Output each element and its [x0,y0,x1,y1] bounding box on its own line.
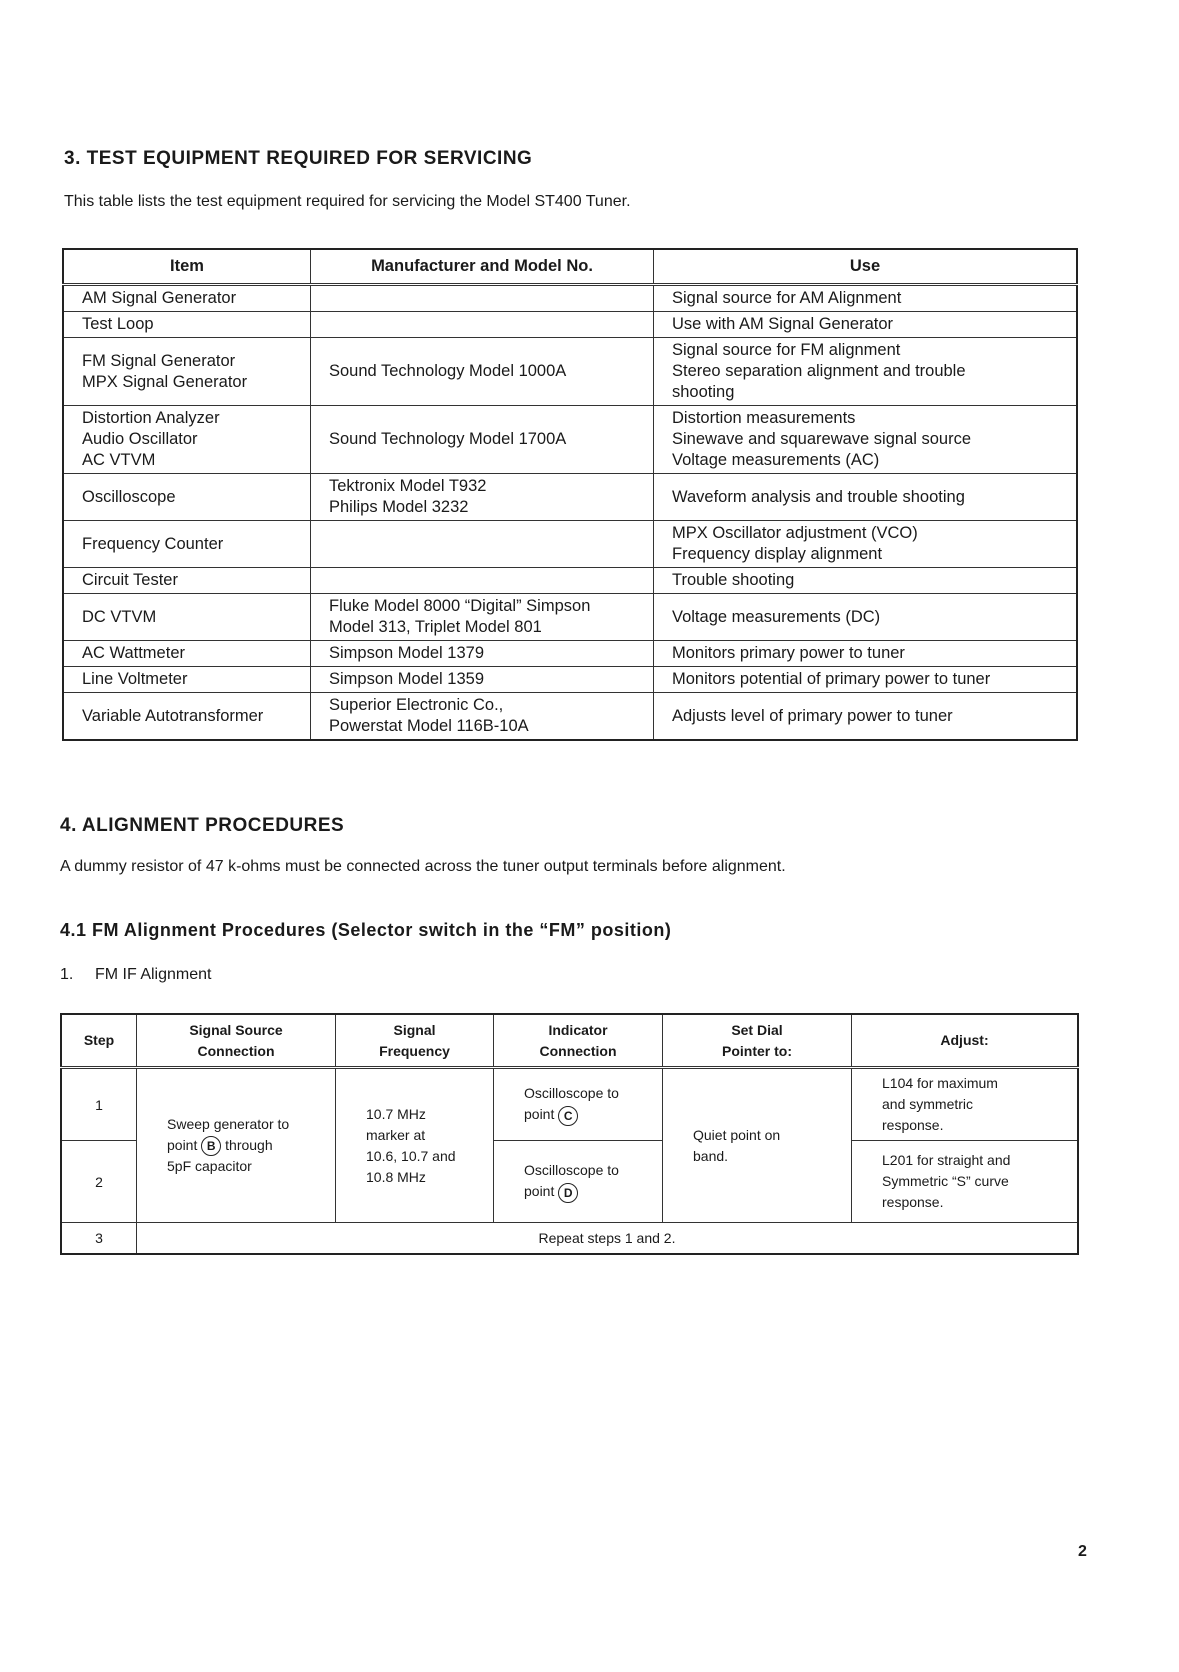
cell-line: band. [693,1147,729,1164]
cell-line: Signal source for AM Alignment [672,289,902,307]
table-row [63,594,1077,641]
table-row [63,312,1077,338]
table-row [63,338,1077,406]
point-marker: B [201,1136,221,1156]
table-row [63,406,1077,474]
cell-line: Adjusts level of primary power to tuner [672,706,953,725]
cell-item [63,568,311,594]
adjust-cell [852,1068,1079,1141]
cell-line: Sinewave and squarewave signal source [672,430,972,448]
table-row [61,1223,1078,1254]
cell-line: Simpson Model 1379 [329,644,485,662]
subsection-heading: 4.1 FM Alignment Procedures (Selector switch in the “FM” position) [60,920,672,940]
cell-line: MPX Signal Generator [82,372,248,391]
table-row [63,474,1077,521]
test-equipment-table [62,248,1078,741]
point-marker: C [558,1106,578,1126]
column-header-indicator [494,1014,663,1068]
repeat-cell: Repeat steps 1 and 2. [137,1223,1079,1254]
cell-line: Distortion Analyzer [82,409,220,427]
table-row [63,641,1077,667]
cell-line: shooting [672,383,735,401]
cell-line: Distortion measurements [672,409,856,427]
header-line: Frequency [379,1042,450,1059]
table-header-row [63,249,1077,285]
cell-line: FM Signal Generator [82,351,236,370]
table-header-row [61,1014,1078,1068]
cell-line: Sweep generator to [167,1115,290,1132]
cell-line: Superior Electronic Co., [329,696,504,714]
cell-use [654,667,1078,693]
list-item-number: 1. [60,966,74,983]
cell-item [63,693,311,741]
cell-line: Simpson Model 1359 [329,670,485,688]
dial-cell [663,1068,852,1223]
source-cell [137,1068,336,1223]
cell-item [63,474,311,521]
section4-heading: 4. ALIGNMENT PROCEDURES [60,815,345,836]
header-line: Pointer to: [722,1042,792,1059]
cell-line: L104 for maximum [882,1075,998,1091]
table-row [61,1068,1078,1141]
cell-line: Trouble shooting [672,571,795,589]
header-line: Indicator [548,1021,608,1038]
list-item-text: FM IF Alignment [95,966,212,983]
cell-line: Circuit Tester [82,571,178,589]
cell-use [654,406,1078,474]
column-header-adjust: Adjust: [852,1014,1079,1068]
cell-model [311,693,654,741]
column-header-frequency [336,1014,494,1068]
cell-model [311,285,654,312]
cell-line: Line Voltmeter [82,670,188,688]
cell-line: Sound Technology Model 1700A [329,430,567,448]
cell-item [63,338,311,406]
cell-use [654,312,1078,338]
cell-model [311,312,654,338]
cell-use [654,285,1078,312]
cell-model [311,568,654,594]
cell-line: Waveform analysis and trouble shooting [672,487,965,506]
table-row [63,521,1077,568]
cell-line: Symmetric “S” curve [882,1173,1009,1189]
cell-line: Voltage measurements (AC) [672,451,880,469]
step-cell: 2 [61,1141,137,1223]
cell-line: 10.7 MHz [366,1105,426,1122]
table-row [63,285,1077,312]
column-header-dial [663,1014,852,1068]
step-cell: 1 [61,1068,137,1141]
cell-item [63,406,311,474]
section3-intro: This table lists the test equipment required for servicing the Model ST400 Tuner. [64,193,631,210]
cell-model [311,667,654,693]
cell-line: Oscilloscope to [524,1085,619,1102]
cell-line: Tektronix Model T932 [329,477,487,495]
cell-line: Quiet point on [693,1126,781,1143]
page-number: 2 [1078,1543,1087,1560]
column-header-model: Manufacturer and Model No. [311,249,654,285]
cell-line: Voltage measurements (DC) [672,607,881,626]
header-line: Connection [539,1042,617,1059]
cell-line: Signal source for FM alignment [672,341,901,359]
cell-line: Test Loop [82,315,154,333]
cell-line: Monitors primary power to tuner [672,644,905,662]
header-line: Signal Source [189,1021,283,1038]
cell-item [63,667,311,693]
cell-model [311,338,654,406]
cell-use [654,693,1078,741]
cell-line: Oscilloscope to [524,1162,619,1179]
cell-line: Audio Oscillator [82,430,198,448]
cell-line: 5pF capacitor [167,1158,252,1175]
cell-text: point [524,1106,555,1123]
cell-item [63,594,311,641]
cell-use [654,338,1078,406]
cell-use [654,521,1078,568]
cell-use [654,568,1078,594]
fm-if-alignment-table [60,1013,1079,1255]
cell-model [311,474,654,521]
cell-line: DC VTVM [82,607,157,626]
cell-line: and symmetric [882,1096,974,1112]
cell-item [63,312,311,338]
cell-line: MPX Oscillator adjustment (VCO) [672,524,918,542]
cell-line: Fluke Model 8000 “Digital” Simpson [329,597,591,615]
header-line: Signal [393,1021,436,1038]
cell-line: Frequency Counter [82,534,224,553]
cell-text: point [524,1183,555,1200]
column-header-step: Step [61,1014,137,1068]
cell-line: AM Signal Generator [82,289,237,307]
cell-model [311,594,654,641]
cell-text: point [167,1136,198,1153]
step-cell: 3 [61,1223,137,1254]
cell-line: Sound Technology Model 1000A [329,362,567,380]
cell-use [654,474,1078,521]
cell-item [63,521,311,568]
cell-line [167,1135,325,1156]
adjust-cell [852,1141,1079,1223]
cell-line: response. [882,1194,944,1210]
cell-line [524,1181,652,1202]
section4-intro: A dummy resistor of 47 k-ohms must be connected across the tuner output terminals before alignment. [60,858,786,875]
column-header-source [137,1014,336,1068]
column-header-item: Item [63,249,311,285]
cell-line: 10.8 MHz [366,1168,426,1185]
section3-heading: 3. TEST EQUIPMENT REQUIRED FOR SERVICING [64,148,533,169]
cell-line: Philips Model 3232 [329,498,469,516]
cell-line: AC VTVM [82,451,156,469]
cell-line [524,1104,652,1125]
column-header-use: Use [654,249,1078,285]
cell-use [654,641,1078,667]
cell-line: Use with AM Signal Generator [672,315,894,333]
table-row [63,667,1077,693]
cell-line: Variable Autotransformer [82,706,264,725]
cell-line: Frequency display alignment [672,545,883,563]
header-line: Set Dial [731,1021,783,1038]
cell-line: 10.6, 10.7 and [366,1147,456,1164]
cell-line: Monitors potential of primary power to tuner [672,670,991,688]
header-line: Connection [197,1042,275,1059]
cell-line: marker at [366,1126,426,1143]
cell-model [311,521,654,568]
table-row [63,693,1077,741]
table-row [63,568,1077,594]
cell-line: AC Wattmeter [82,644,185,662]
cell-line: Model 313, Triplet Model 801 [329,618,542,636]
cell-line: Powerstat Model 116B-10A [329,717,529,735]
cell-use [654,594,1078,641]
point-marker: D [558,1183,578,1203]
cell-line: response. [882,1117,944,1133]
cell-line: Stereo separation alignment and trouble [672,362,966,380]
cell-line: L201 for straight and [882,1152,1011,1168]
indicator-cell [494,1141,663,1223]
indicator-cell [494,1068,663,1141]
cell-model [311,641,654,667]
cell-item [63,641,311,667]
cell-line: Oscilloscope [82,487,176,506]
frequency-cell [336,1068,494,1223]
cell-text: through [225,1136,273,1153]
cell-model [311,406,654,474]
cell-item [63,285,311,312]
